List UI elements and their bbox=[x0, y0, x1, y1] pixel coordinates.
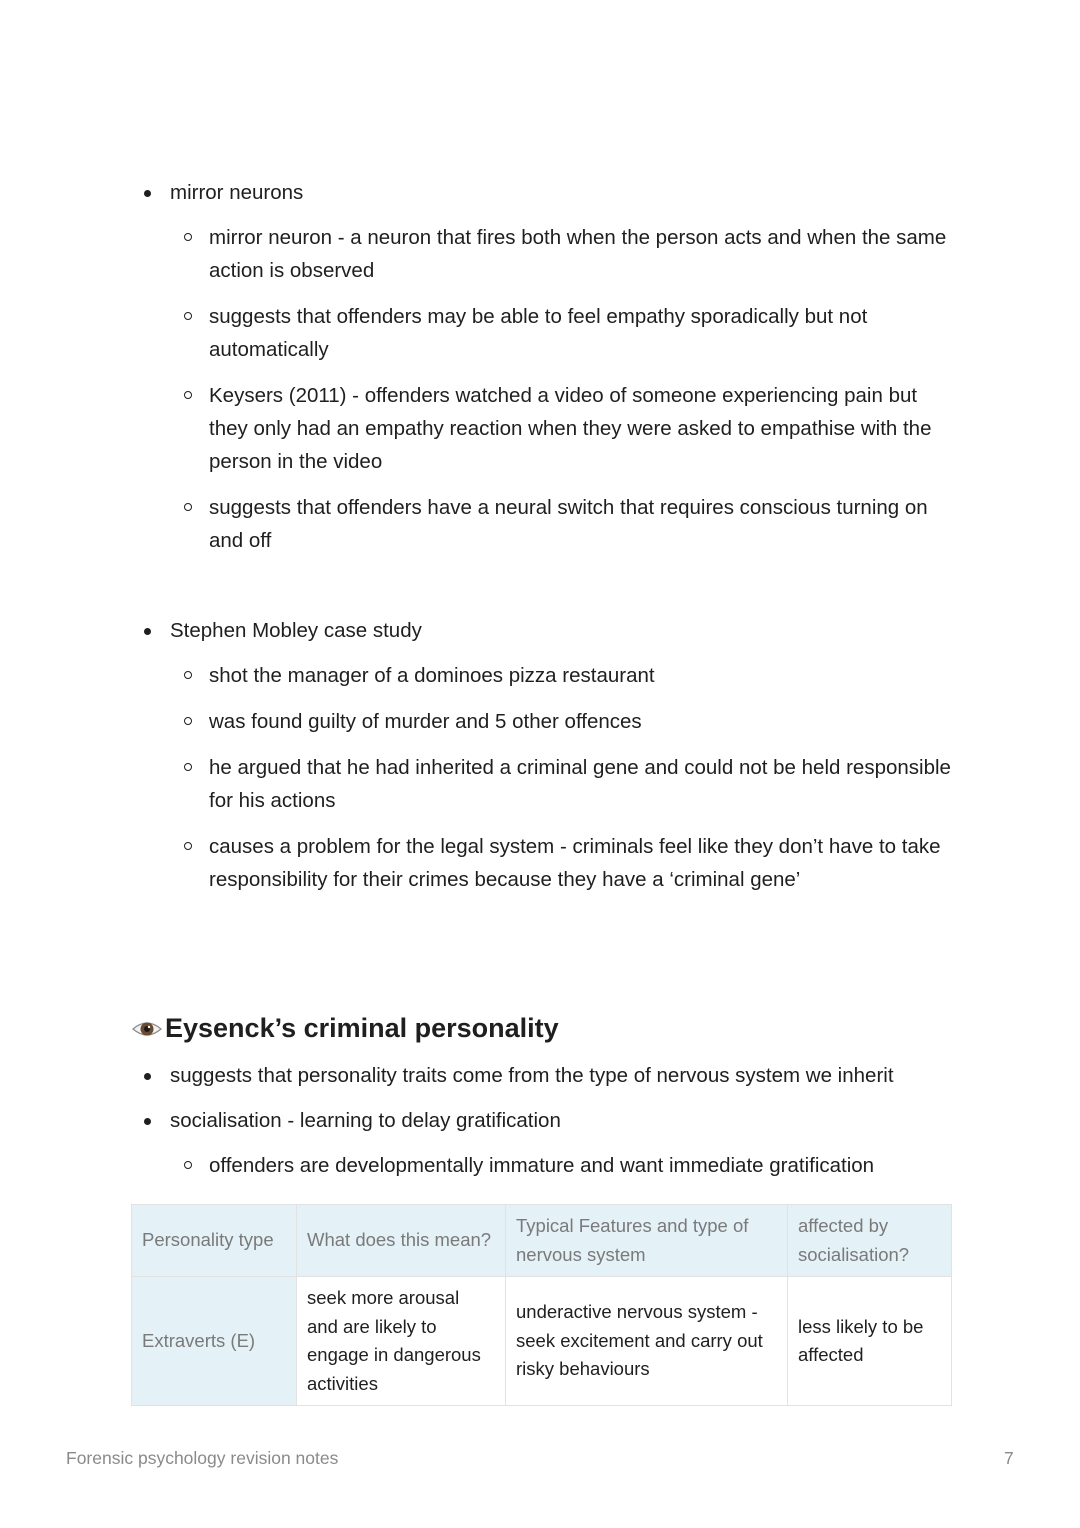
eysenck-section bbox=[140, 1059, 960, 1195]
table-row bbox=[132, 1277, 952, 1406]
list-item-text: he argued that he had inherited a criminal gene and could not be held responsible for his actions bbox=[209, 756, 951, 812]
list-item-text: suggests that personality traits come from the type of nervous system we inherit bbox=[170, 1064, 894, 1087]
list-item bbox=[170, 300, 960, 366]
eysenck-heading: Eysenck’s criminal personality bbox=[165, 1013, 559, 1043]
table-header-row bbox=[132, 1205, 952, 1277]
list-item bbox=[140, 614, 960, 896]
list-item bbox=[170, 379, 960, 478]
list-item bbox=[170, 221, 960, 287]
table-header-cell: Personality type bbox=[132, 1205, 297, 1277]
mirror-neurons-title: mirror neurons bbox=[170, 181, 304, 204]
footer-title: Forensic psychology revision notes bbox=[66, 1448, 339, 1468]
list-item-text: socialisation - learning to delay gratification bbox=[170, 1109, 561, 1132]
bullet-list bbox=[140, 176, 960, 557]
list-item bbox=[170, 491, 960, 557]
hollow-bullet-icon bbox=[184, 763, 192, 771]
list-item-text: suggests that offenders may be able to feel empathy sporadically but not automatically bbox=[209, 305, 868, 361]
bullet-dot-icon bbox=[144, 1118, 151, 1125]
sub-list bbox=[170, 1149, 960, 1182]
page-number: 7 bbox=[1004, 1448, 1014, 1468]
list-item-text: offenders are developmentally immature and want immediate gratification bbox=[209, 1154, 875, 1177]
list-item bbox=[170, 659, 960, 692]
bullet-dot-icon bbox=[144, 190, 151, 197]
hollow-bullet-icon bbox=[184, 233, 192, 241]
section-heading bbox=[132, 1013, 559, 1044]
hollow-bullet-icon bbox=[184, 312, 192, 320]
list-item bbox=[140, 1059, 960, 1092]
mobley-title: Stephen Mobley case study bbox=[170, 619, 422, 642]
table-header-cell: affected by socialisation? bbox=[788, 1205, 952, 1277]
list-item bbox=[170, 751, 960, 817]
list-item bbox=[170, 830, 960, 896]
list-item-text: shot the manager of a dominoes pizza restaurant bbox=[209, 664, 655, 687]
mobley-section bbox=[140, 614, 960, 909]
list-item-text: Keysers (2011) - offenders watched a video of someone experiencing pain but they only had an empathy reaction when they were asked to empathise with the person in the video bbox=[209, 384, 932, 473]
list-item-text: was found guilty of murder and 5 other offences bbox=[209, 710, 642, 733]
list-item-text: causes a problem for the legal system - criminals feel like they don’t have to take responsibility for their crimes because they have a ‘criminal gene’ bbox=[209, 835, 941, 891]
table-cell: less likely to be affected bbox=[788, 1277, 952, 1406]
mirror-neurons-section bbox=[140, 176, 960, 570]
bullet-list bbox=[140, 1059, 960, 1182]
bullet-dot-icon bbox=[144, 1073, 151, 1080]
table-row-header-cell: Extraverts (E) bbox=[132, 1277, 297, 1406]
hollow-bullet-icon bbox=[184, 503, 192, 511]
list-item bbox=[140, 176, 960, 557]
eye-icon bbox=[132, 1014, 162, 1044]
sub-list bbox=[170, 221, 960, 557]
list-item bbox=[170, 705, 960, 738]
table-header-cell: What does this mean? bbox=[297, 1205, 506, 1277]
hollow-bullet-icon bbox=[184, 842, 192, 850]
list-item-text: suggests that offenders have a neural switch that requires conscious turning on and off bbox=[209, 496, 928, 552]
table-cell: underactive nervous system - seek excitement and carry out risky behaviours bbox=[506, 1277, 788, 1406]
table-cell: seek more arousal and are likely to engage in dangerous activities bbox=[297, 1277, 506, 1406]
sub-list bbox=[170, 659, 960, 896]
list-item bbox=[140, 1104, 960, 1182]
table-header-cell: Typical Features and type of nervous system bbox=[506, 1205, 788, 1277]
bullet-dot-icon bbox=[144, 628, 151, 635]
hollow-bullet-icon bbox=[184, 717, 192, 725]
hollow-bullet-icon bbox=[184, 1161, 192, 1169]
hollow-bullet-icon bbox=[184, 671, 192, 679]
hollow-bullet-icon bbox=[184, 391, 192, 399]
list-item-text: mirror neuron - a neuron that fires both when the person acts and when the same action is observed bbox=[209, 226, 947, 282]
bullet-list bbox=[140, 614, 960, 896]
list-item bbox=[170, 1149, 960, 1182]
personality-table bbox=[131, 1204, 952, 1406]
